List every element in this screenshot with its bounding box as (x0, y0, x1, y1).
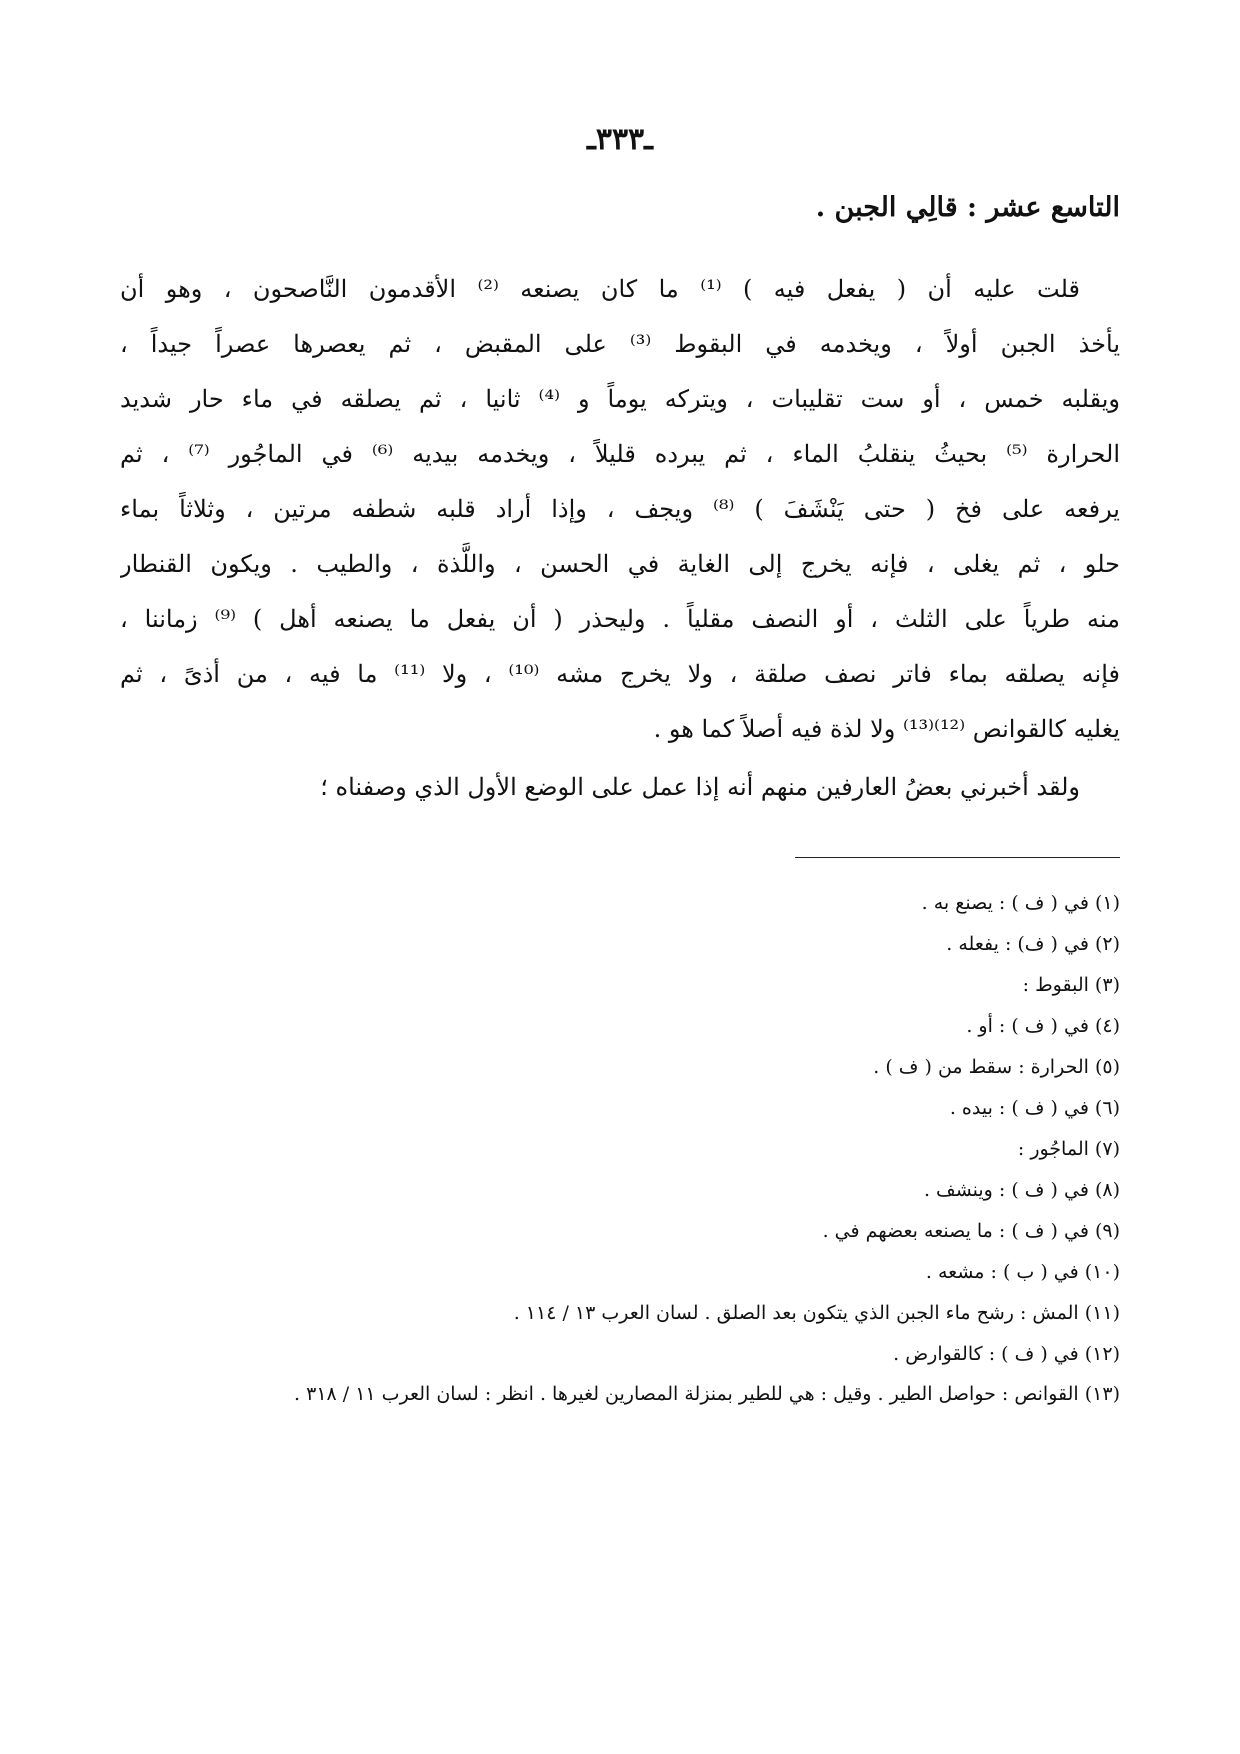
second-paragraph: ولقد أخبرني بعضُ العارفين منهم أنه إذا عمل على الوضع الأول الذي وصفناه ؛ (320, 773, 1080, 801)
main-paragraph (120, 262, 1120, 757)
footnote: (٩) في ( ف ) : ما يصنعه بعضهم في . (822, 1220, 1120, 1242)
footnote: (١٠) في ( ب ) : مشعه . (925, 1261, 1120, 1283)
paragraph-line: الحرارة ⁽⁵⁾ بحيثُ ينقلبُ الماء ، ثم يبرده قليلاً ، ويخدمه بيديه ⁽⁶⁾ في الماجُور ⁽⁷⁾ ، ثم (120, 440, 1120, 468)
paragraph-line: منه طرياً على الثلث ، أو النصف مقلياً . وليحذر ( أن يفعل ما يصنعه أهل ) ⁽⁹⁾ زماننا ، (120, 605, 1120, 633)
page-number: ـ٣٣٣ـ (587, 122, 653, 157)
footnote: (٧) الماجُور : (1017, 1138, 1120, 1160)
footnote: (١٣) القوانص : حواصل الطير . وقيل : هي للطير بمنزلة المصارين لغيرها . انظر : لسان العرب ١١ / ٣١٨ . (294, 1383, 1120, 1405)
footnote: (٦) في ( ف ) : بيده . (949, 1097, 1120, 1119)
footnote-divider (795, 857, 1120, 858)
paragraph-line: قلت عليه أن ( يفعل فيه ) ⁽¹⁾ ما كان يصنعه ⁽²⁾ الأقدمون النَّاصحون ، وهو أن (120, 275, 1080, 303)
footnote: (٥) الحرارة : سقط من ( ف ) . (873, 1056, 1120, 1078)
footnotes-list (120, 883, 1120, 1413)
footnote: (٢) في ( ف) : يفعله . (946, 933, 1120, 955)
paragraph-line: يغليه كالقوانص ⁽¹²⁾⁽¹³⁾ ولا لذة فيه أصلاً كما هو . (653, 715, 1120, 743)
section-heading: التاسع عشر : قالِي الجبن . (815, 192, 1120, 223)
footnote: (٨) في ( ف ) : وينشف . (923, 1179, 1120, 1201)
footnote: (٣) البقوط : (1022, 974, 1120, 996)
footnote: (١١) المش : رشح ماء الجبن الذي يتكون بعد الصلق . لسان العرب ١٣ / ١١٤ . (513, 1302, 1120, 1324)
footnote: (١) في ( ف ) : يصنع به . (921, 892, 1120, 914)
paragraph-line: حلو ، ثم يغلى ، فإنه يخرج إلى الغاية في الحسن ، واللَّذة ، والطيب . ويكون القنطار (120, 550, 1120, 578)
paragraph-line: ويقلبه خمس ، أو ست تقليبات ، ويتركه يوماً و ⁽⁴⁾ ثانيا ، ثم يصلقه في ماء حار شديد (120, 385, 1120, 413)
footnote: (٤) في ( ف ) : أو . (966, 1015, 1120, 1037)
paragraph-line: يرفعه على فخ ( حتى يَنْشَفَ ) ⁽⁸⁾ ويجف ، وإذا أراد قلبه شطفه مرتين ، وثلاثاً بماء (120, 495, 1120, 523)
footnote: (١٢) في ( ف ) : كالقوارض . (893, 1343, 1120, 1365)
paragraph-line: يأخذ الجبن أولاً ، ويخدمه في البقوط ⁽³⁾ على المقبض ، ثم يعصرها عصراً جيداً ، (120, 330, 1120, 358)
paragraph-line: فإنه يصلقه بماء فاتر نصف صلقة ، ولا يخرج مشه ⁽¹⁰⁾ ، ولا ⁽¹¹⁾ ما فيه ، من أذىً ، ثم (120, 660, 1120, 688)
